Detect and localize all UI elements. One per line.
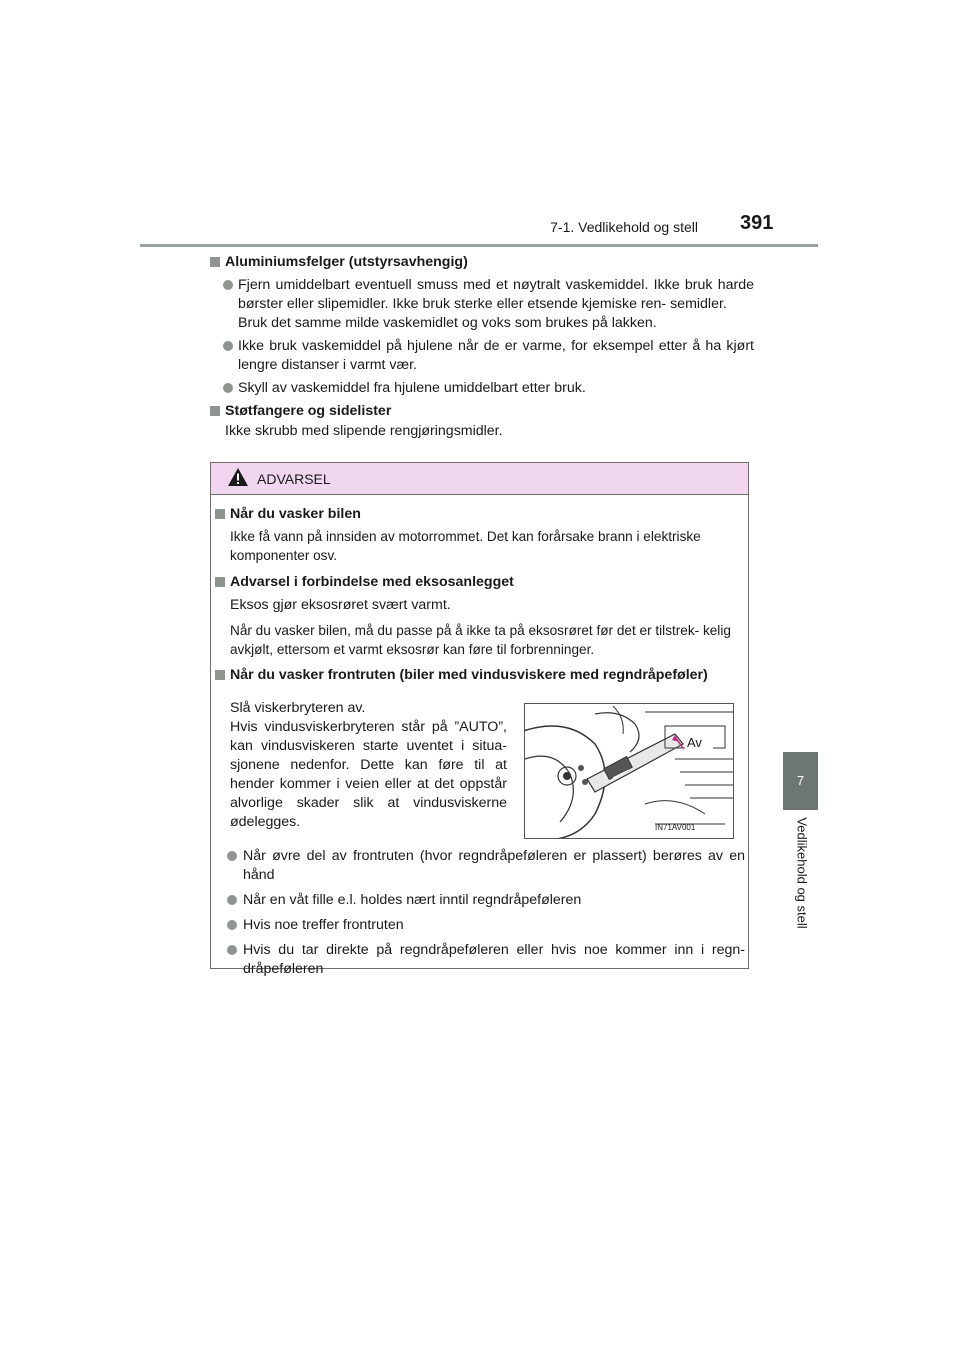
wiper-instruction-text <box>230 699 507 832</box>
paragraph-text: Ikke få vann på innsiden av motorrommet. Det kan forårsake brann i elektriske komponenter osv. <box>230 529 701 563</box>
list-item <box>215 891 745 910</box>
square-bullet-icon <box>210 406 220 416</box>
paragraph-text: Eksos gjør eksosrøret svært varmt. <box>230 597 451 613</box>
main-content <box>209 253 754 441</box>
heading-text: Når du vasker frontruten (biler med vindusviskere med regndråpeføler) <box>230 667 708 683</box>
heading-text: Når du vasker bilen <box>230 506 361 522</box>
wiper-switch-drawing <box>525 704 733 838</box>
list-item <box>209 379 754 398</box>
warning-title: ADVARSEL <box>257 471 331 487</box>
paragraph <box>215 621 745 659</box>
figure-code: IN71AV001 <box>655 823 696 832</box>
square-bullet-icon <box>215 577 225 587</box>
square-bullet-icon <box>215 670 225 680</box>
heading-text: Advarsel i forbindelse med eksosanlegget <box>230 574 514 590</box>
warning-box <box>210 462 749 977</box>
list-item-text: Hvis du tar direkte på regndråpeføleren eller hvis noe kommer inn i regn- dråpeføleren <box>243 942 745 977</box>
warning-triangle-icon <box>227 467 249 487</box>
page-number: 391 <box>740 212 774 234</box>
list-item <box>209 337 754 375</box>
round-bullet-icon <box>223 383 233 393</box>
warning-heading-exhaust <box>215 573 745 592</box>
round-bullet-icon <box>227 851 237 861</box>
round-bullet-icon <box>223 341 233 351</box>
list-item-text: Hvis noe treffer frontruten <box>243 917 404 933</box>
paragraph <box>209 422 754 441</box>
chapter-tab[interactable]: 7 <box>783 752 818 810</box>
warning-body <box>215 505 745 979</box>
list-item-text: Når en våt fille e.l. holdes nært inntil regndråpeføleren <box>243 892 582 908</box>
heading-text: Aluminiumsfelger (utstyrsavhengig) <box>225 254 468 270</box>
section-heading-bumpers <box>209 402 754 421</box>
list-item-text: Ikke bruk vaskemiddel på hjulene når de er varme, for eksempel etter å ha kjørt lengre distanser i varmt vær. <box>238 338 754 373</box>
heading-text: Støtfangere og sidelister <box>225 403 392 419</box>
warning-heading-windshield <box>215 666 745 685</box>
figure-label: Av <box>687 735 702 750</box>
paragraph <box>215 596 745 615</box>
paragraph-text: Slå viskerbryteren av. <box>230 700 366 716</box>
list-item-text: Når øvre del av frontruten (hvor regndråpeføleren er plassert) berøres av en hånd <box>243 848 745 883</box>
list-item-text: Skyll av vaskemiddel fra hjulene umiddelbart etter bruk. <box>238 380 586 396</box>
paragraph-text: Når du vasker bilen, må du passe på å ikke ta på eksosrøret før det er tilstrek- kelig avkjølt, ettersom et varmt eksosrør kan føre til forbrenninger. <box>230 623 731 657</box>
paragraph-text: Hvis vindusviskerbryteren står på ”AUTO”, kan vindusviskeren starte uventet i situa- sjonene nedenfor. Dette kan føre til at hender kommer i veien eller at det oppstår alvorlige skader slik at vindusviskerne ødelegges. <box>230 719 507 830</box>
square-bullet-icon <box>215 509 225 519</box>
chapter-label: Vedlikehold og stell <box>794 817 810 929</box>
header-divider <box>140 244 818 247</box>
list-item <box>215 847 745 885</box>
section-heading-aluminium <box>209 253 754 272</box>
square-bullet-icon <box>210 257 220 267</box>
round-bullet-icon <box>223 280 233 290</box>
paragraph <box>215 527 745 565</box>
list-item-text: Bruk det samme milde vaskemidlet og voks som brukes på lakken. <box>238 315 657 331</box>
list-item <box>215 941 745 979</box>
wiper-instruction-row <box>215 691 745 839</box>
round-bullet-icon <box>227 945 237 955</box>
warning-heading-washing <box>215 505 745 524</box>
list-item <box>209 276 754 333</box>
list-item <box>215 916 745 935</box>
round-bullet-icon <box>227 920 237 930</box>
paragraph-text: Ikke skrubb med slipende rengjøringsmidler. <box>225 423 503 439</box>
warning-header <box>211 463 748 495</box>
round-bullet-icon <box>227 895 237 905</box>
list-item-text: Fjern umiddelbart eventuell smuss med et nøytralt vaskemiddel. Ikke bruk harde børster eller slipemidler. Ikke bruk sterke eller etsende kjemiske ren- semidler. <box>238 277 754 312</box>
wiper-switch-illustration <box>524 703 734 839</box>
header-section-title: 7-1. Vedlikehold og stell <box>550 219 698 235</box>
